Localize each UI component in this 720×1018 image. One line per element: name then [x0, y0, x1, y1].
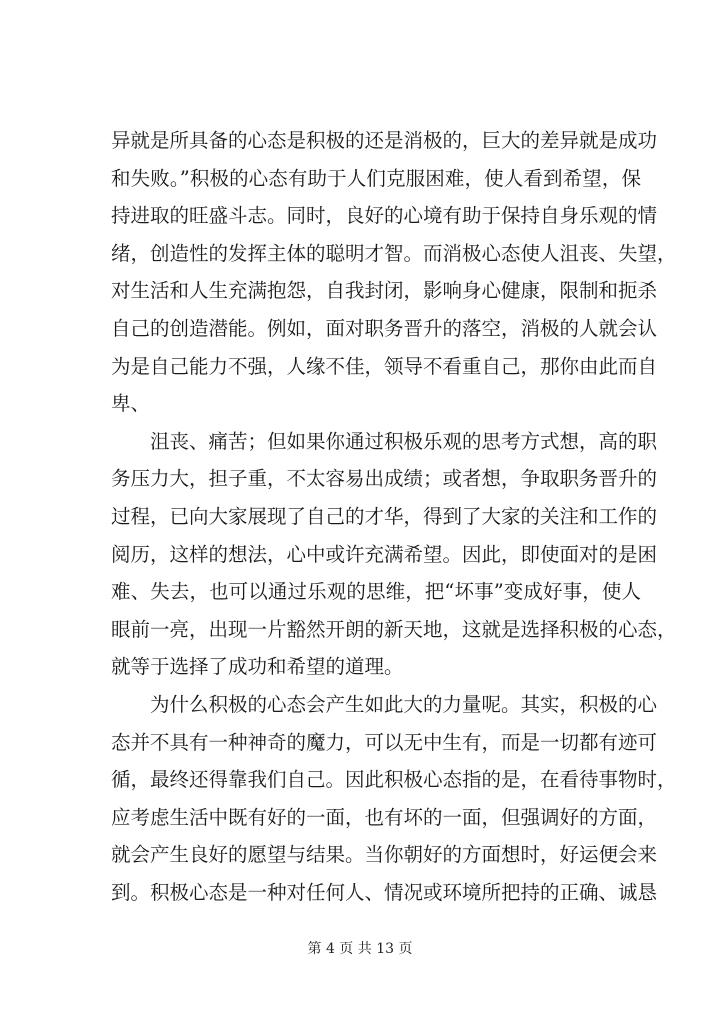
text-line: 务压力大，担子重，不太容易出成绩；或者想，争取职务晋升的: [111, 467, 658, 491]
text-line: 卑、: [111, 392, 151, 416]
body-text: [111, 122, 677, 911]
text-line: 阅历，这样的想法，心中或许充满希望。因此，即使面对的是困: [111, 542, 658, 566]
text-line: 持进取的旺盛斗志。同时，良好的心境有助于保持自身乐观的情: [111, 204, 658, 228]
text-line: 为什么积极的心态会产生如此大的力量呢。其实，积极的心: [111, 692, 658, 716]
text-line: 绪，创造性的发挥主体的聪明才智。而消极心态使人沮丧、失望，: [111, 241, 677, 265]
text-line: 就等于选择了成功和希望的道理。: [111, 655, 404, 679]
text-line: 自己的创造潜能。例如，面对职务晋升的落空，消极的人就会认: [111, 316, 658, 340]
text-line: 到。积极心态是一种对任何人、情况或环境所把持的正确、诚恳: [111, 880, 658, 904]
text-line: 就会产生良好的愿望与结果。当你朝好的方面想时，好运便会来: [111, 843, 658, 867]
text-line: 眼前一亮，出现一片豁然开朗的新天地，这就是选择积极的心态，: [111, 617, 677, 641]
text-line: 态并不具有一种神奇的魔力，可以无中生有，而是一切都有迹可: [111, 730, 658, 754]
text-line: 异就是所具备的心态是积极的还是消极的，巨大的差异就是成功: [111, 129, 658, 152]
text-line: 和失败。”积极的心态有助于人们克服困难，使人看到希望，保: [111, 166, 641, 190]
page-number-footer: 第 4 页 共 13 页: [307, 941, 413, 957]
text-line: 对生活和人生充满抱怨，自我封闭，影响身心健康，限制和扼杀: [111, 279, 658, 303]
text-line: 沮丧、痛苦；但如果你通过积极乐观的思考方式想，高的职: [111, 429, 658, 453]
text-line: 难、失去，也可以通过乐观的思维，把“坏事”变成好事，使人: [111, 580, 641, 604]
text-line: 循，最终还得靠我们自己。因此积极心态指的是，在看待事物时，: [111, 768, 677, 792]
text-line: 过程，已向大家展现了自己的才华，得到了大家的关注和工作的: [111, 504, 658, 528]
text-line: 应考虑生活中既有好的一面，也有坏的一面，但强调好的方面，: [111, 805, 658, 829]
text-line: 为是自己能力不强，人缘不佳，领导不看重自己，那你由此而自: [111, 354, 658, 378]
